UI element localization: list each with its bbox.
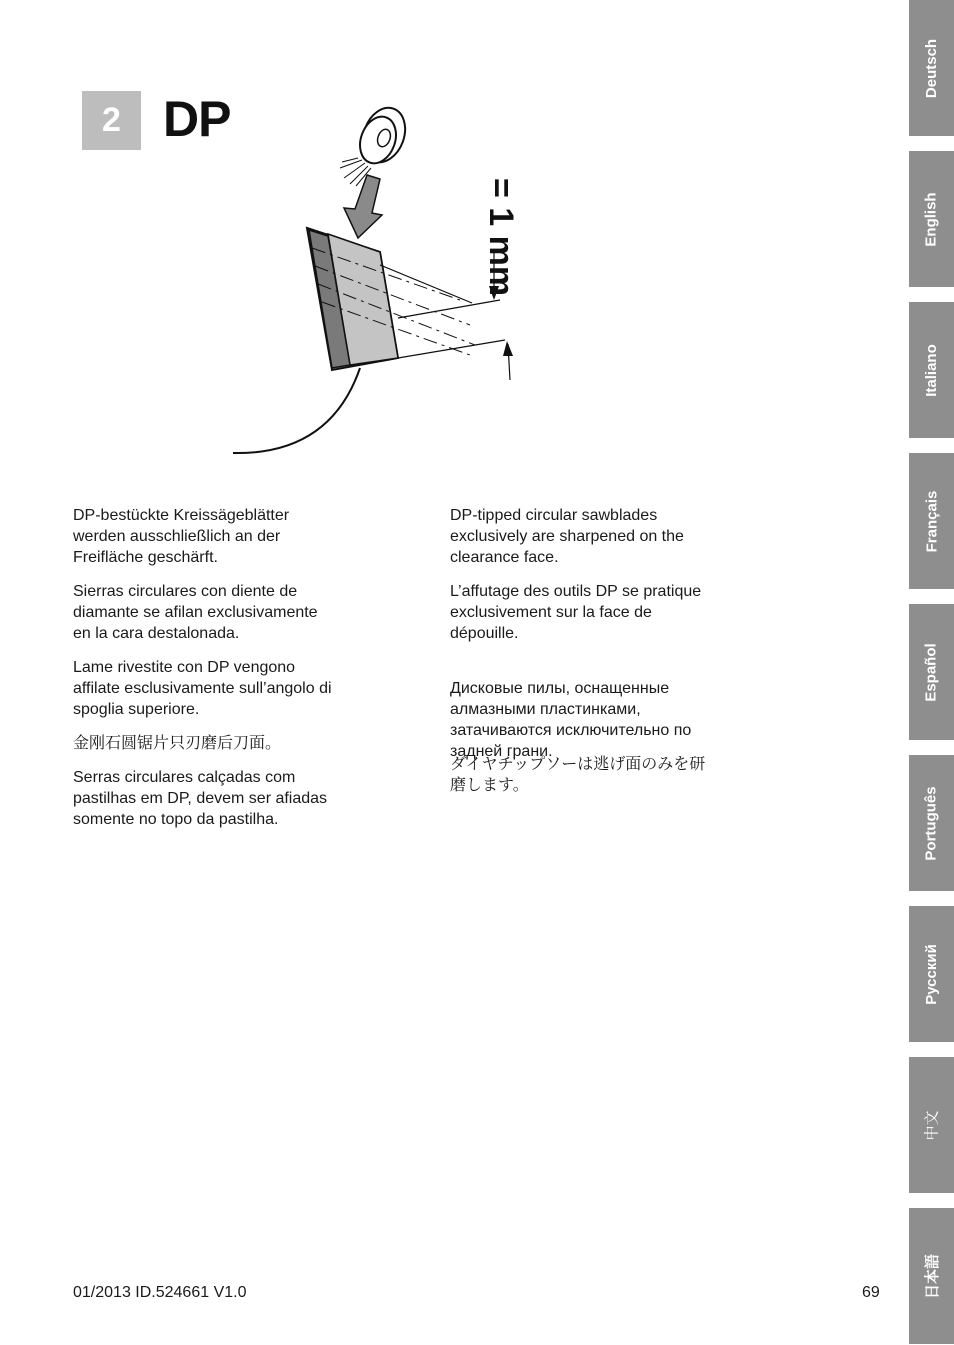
right-text-column — [450, 505, 710, 809]
tab-italiano[interactable] — [909, 302, 954, 438]
saw-blade-arc — [233, 368, 360, 453]
page-number: 69 — [862, 1284, 880, 1301]
tab-deutsch[interactable] — [909, 0, 954, 136]
dimension-label: = 1 mm — [482, 178, 520, 297]
paragraph-fr: L’affutage des outils DP se pratique exclusivement sur la face de dépouille. — [450, 583, 702, 642]
paragraph-zh: 金刚石圆锯片只刃磨后刀面。 — [73, 735, 282, 752]
tab-russian[interactable] — [909, 906, 954, 1042]
tab-label: 中文 — [923, 1109, 941, 1141]
tab-francais[interactable] — [909, 453, 954, 589]
page-title: DP — [163, 91, 231, 147]
tab-english[interactable] — [909, 151, 954, 287]
section-number-badge: 2 — [82, 91, 141, 150]
paragraph-es: Sierras circulares con diente de diamante se afilan exclusivamente en la cara destalonada. — [73, 583, 318, 642]
paragraph-de: DP-bestückte Kreissägeblätter werden ausschließlich an der Freifläche geschärft. — [73, 507, 290, 566]
paragraph-en: DP-tipped circular sawblades exclusively are sharpened on the clearance face. — [450, 507, 684, 566]
tab-label: Français — [923, 490, 941, 552]
paragraph-ru: Дисковые пилы, оснащенные алмазными пластинками, затачиваются исключительно по задней грани. — [450, 680, 692, 760]
tab-label: Русский — [923, 943, 941, 1005]
left-text-column — [73, 505, 333, 843]
tab-label: Deutsch — [923, 38, 940, 98]
paragraph-ja: ダイヤチップソーは逃げ面のみを研磨します。 — [450, 756, 706, 794]
feed-arrow-icon — [344, 175, 382, 238]
grinding-wheel-icon — [340, 102, 412, 186]
tab-label: English — [923, 191, 941, 247]
tab-chinese[interactable] — [909, 1057, 954, 1193]
tab-portugues[interactable] — [909, 755, 954, 891]
language-tabs — [909, 0, 954, 1345]
paragraph-pt: Serras circulares calçadas com pastilhas em DP, devem ser afiadas somente no topo da pastilha. — [73, 769, 328, 828]
paragraph-it: Lame rivestite con DP vengono affilate esclusivamente sull’angolo di spoglia superiore. — [73, 659, 332, 718]
tab-label: 日本語 — [924, 1253, 942, 1299]
tab-japanese[interactable] — [909, 1208, 954, 1344]
tab-espanol[interactable] — [909, 604, 954, 740]
tab-label: Español — [923, 642, 941, 702]
sharpening-diagram — [220, 95, 550, 465]
tab-label: Italiano — [923, 343, 941, 397]
footer-doc-id: 01/2013 ID.524661 V1.0 — [73, 1284, 247, 1301]
tab-label: Português — [923, 785, 940, 861]
